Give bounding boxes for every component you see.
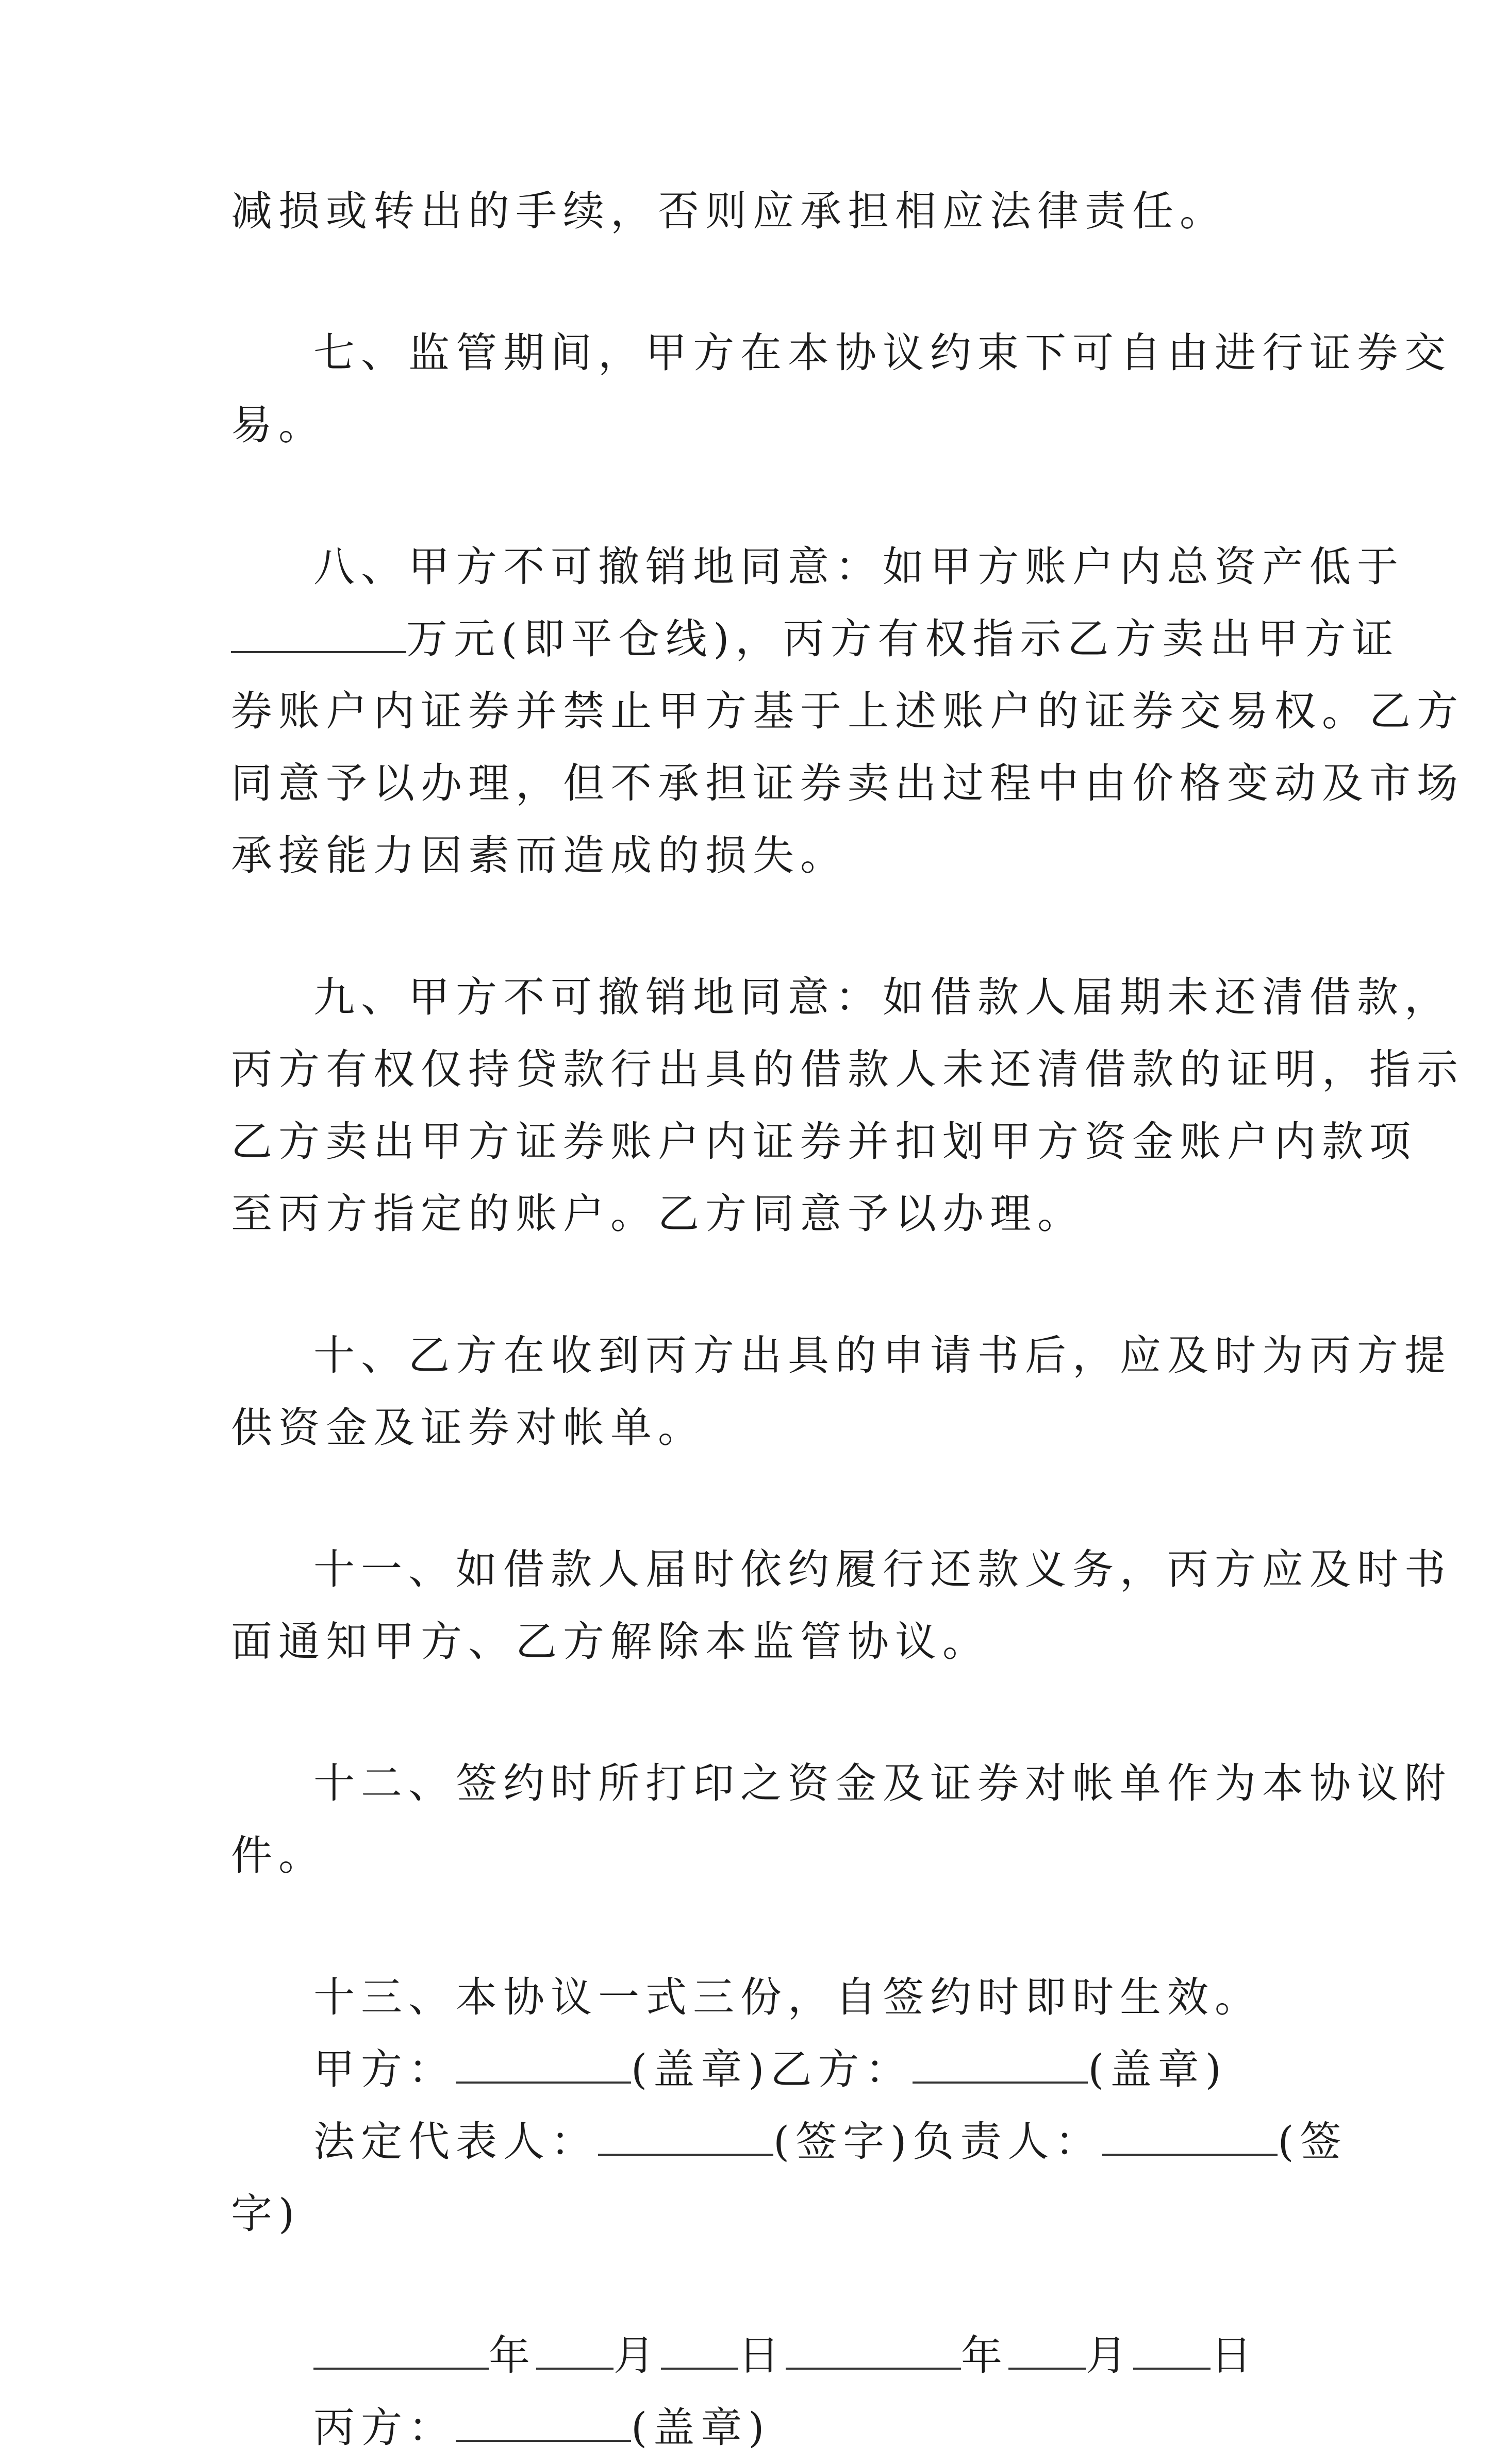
liquidation-amount-blank <box>231 605 406 653</box>
date-year-blank-1 <box>313 2321 489 2370</box>
signature-dates: 年 月 日 年 月 日 <box>231 2320 1272 2392</box>
clause-9-line-1: 九、甲方不可撤销地同意：如借款人届期未还清借款， <box>313 973 1452 1021</box>
signature-representatives: 法定代表人： (签字)负责人： (签 <box>231 2106 1272 2178</box>
date-month-blank-2 <box>1008 2321 1086 2370</box>
clause-8-line-4: 同意予以办理，但不承担证券卖出过程中由价格变动及市场 <box>231 759 1464 807</box>
clause-7-line-1: 七、监管期间，甲方在本协议约束下可自由进行证券交 <box>313 329 1452 377</box>
date-day-blank-2 <box>1133 2321 1211 2370</box>
agreement-body <box>231 175 1464 2464</box>
clause-9-line-2: 丙方有权仅持贷款行出具的借款人未还清借款的证明，指示 <box>231 1045 1464 1093</box>
clause-11-line-2: 面通知甲方、乙方解除本监管协议。 <box>231 1618 990 1666</box>
legal-rep-blank <box>598 2107 773 2156</box>
clause-9-line-3: 乙方卖出甲方证券账户内证券并扣划甲方资金账户内款项 <box>231 1118 1417 1166</box>
date-month-blank-1 <box>536 2321 614 2370</box>
clause-8-line-2: 万元(即平仓线)，丙方有权指示乙方卖出甲方证 <box>231 603 1272 675</box>
party-b-blank <box>913 2035 1088 2084</box>
signature-party-c: 丙方： (盖章) <box>231 2392 1272 2464</box>
party-a-blank <box>456 2035 631 2084</box>
person-in-charge-blank <box>1102 2107 1278 2156</box>
clause-6-line-1: 减损或转出的手续，否则应承担相应法律责任。 <box>231 187 1227 235</box>
date-year-blank-2 <box>786 2321 961 2370</box>
clause-12-line-1: 十二、签约时所打印之资金及证券对帐单作为本协议附 <box>313 1759 1452 1807</box>
clause-7-line-2: 易。 <box>231 401 326 449</box>
clause-8-line-5: 承接能力因素而造成的损失。 <box>231 831 848 879</box>
clause-11-line-1: 十一、如借款人届时依约履行还款义务，丙方应及时书 <box>313 1545 1452 1593</box>
clause-13-line-1: 十三、本协议一式三份，自签约时即时生效。 <box>313 1973 1262 2021</box>
clause-10-line-2: 供资金及证券对帐单。 <box>231 1404 705 1452</box>
date-day-blank-1 <box>661 2321 738 2370</box>
signature-representatives-wrap: 字) <box>231 2190 301 2238</box>
party-c-blank <box>456 2393 631 2442</box>
clause-10-line-1: 十、乙方在收到丙方出具的申请书后，应及时为丙方提 <box>313 1331 1452 1379</box>
clause-8-line-3: 券账户内证券并禁止甲方基于上述账户的证券交易权。乙方 <box>231 687 1464 735</box>
clause-9-line-4: 至丙方指定的账户。乙方同意予以办理。 <box>231 1190 1085 1238</box>
clause-8-line-1: 八、甲方不可撤销地同意：如甲方账户内总资产低于 <box>313 543 1404 591</box>
clause-12-line-2: 件。 <box>231 1832 326 1879</box>
signature-parties-a-b: 甲方： (盖章)乙方： (盖章) <box>231 2034 1272 2106</box>
